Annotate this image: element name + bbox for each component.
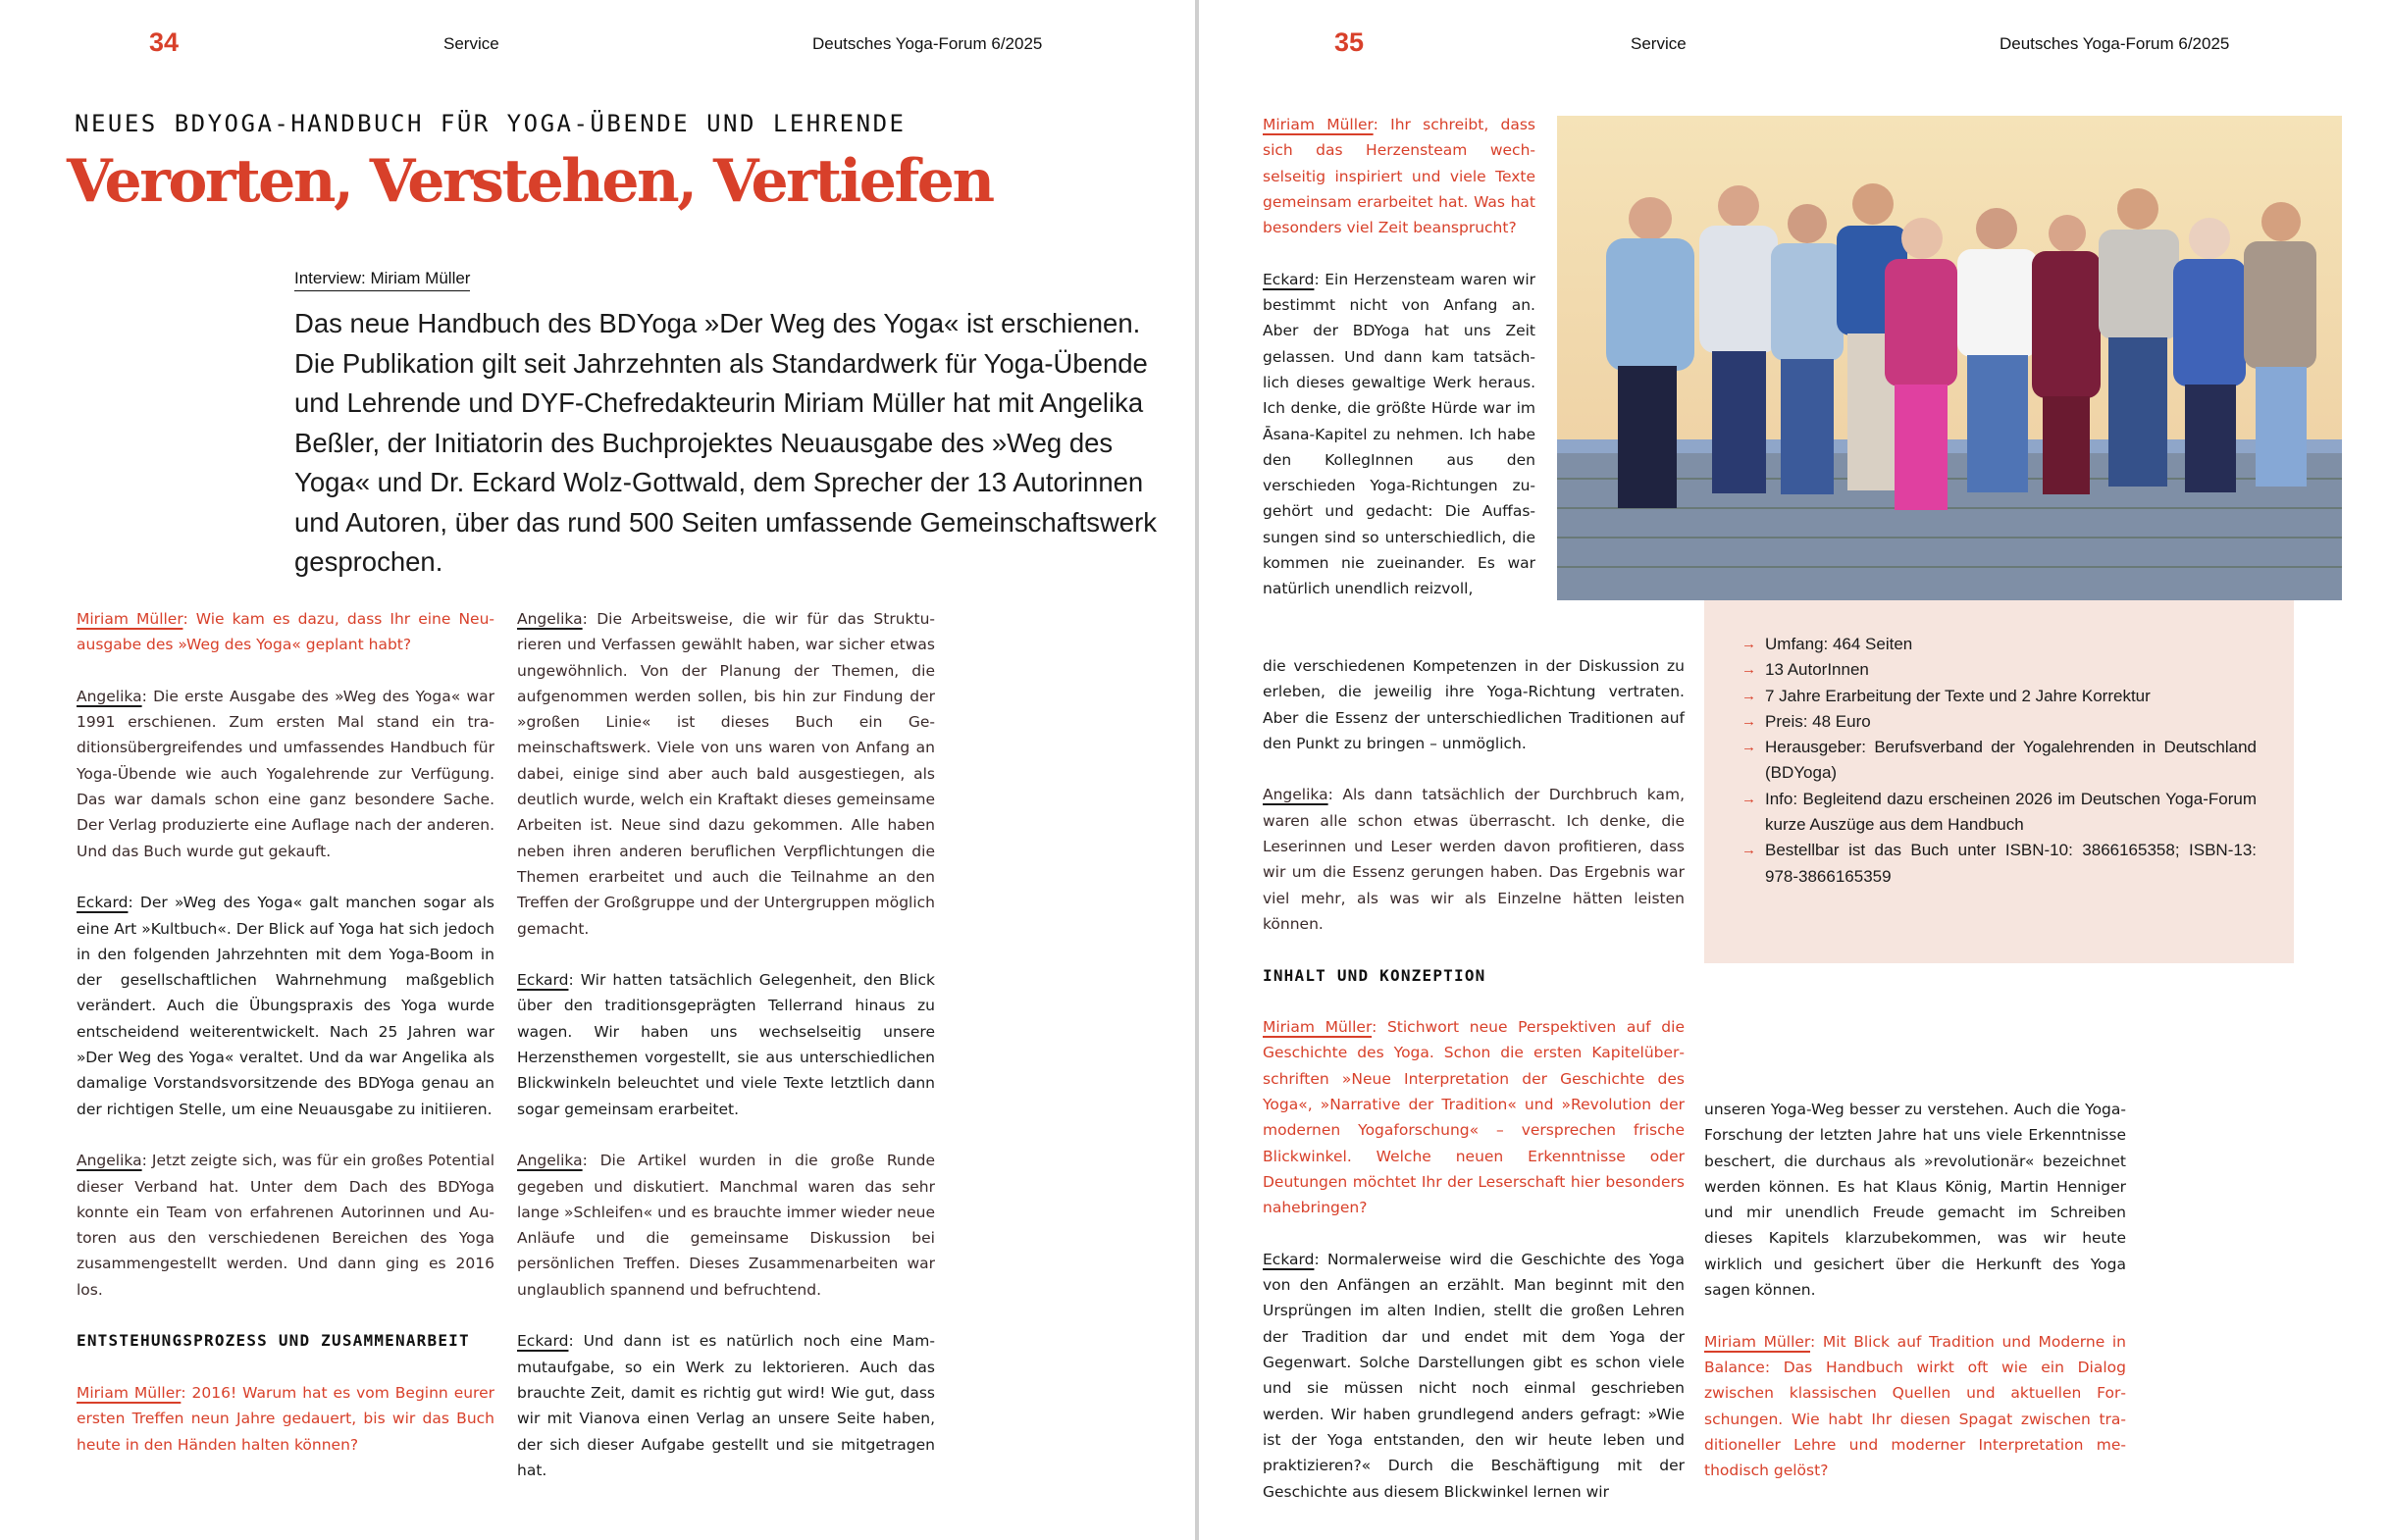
speaker-label: Miriam Müller [1263,116,1374,133]
speaker-label: Eckard [1263,1250,1315,1268]
article-lead: Das neue Handbuch des BDYoga »Der Weg des Yoga« ist erschienen. Die Publikation gilt seit Jahrzehnten als Standardwerk für Yoga-Übende und Lehrende und DYF-Chefredakteurin Miriam Müller hat mit Angelika Beßler, der Initiatorin des Buchprojektes Neuausgabe des »Weg des Yoga« und Dr. Eckard Wolz-Gottwald, dem Sprecher der 13 Autorinnen und Autoren, über das rund 500 Seiten umfassende Gemeinschaftswerk gesprochen. [294,308,1158,577]
article-headline: Verorten, Verstehen, Vertiefen [67,147,993,216]
arrow-right-icon: → [1741,739,1756,756]
book-facts-list [1741,632,2257,890]
speaker-label: Angelika [77,1152,142,1170]
text-column-3-top [1263,112,1535,602]
question: Miriam Müller: Ihr schreibt, dass sich das Herzensteam wechselseitig inspiriert und viele Texte gemeinsam erarbeitet hat. Was hat besonders viel Zeit beansprucht? [1263,116,1535,237]
book-fact-item: → Herausgeber: Berufsverband der Yogalehrenden in Deutschland (BDYoga) [1741,735,2257,787]
text-column-2 [517,606,935,1509]
book-fact-item: → Umfang: 464 Seiten [1741,632,2257,657]
book-fact-item: → 13 AutorInnen [1741,657,2257,683]
book-fact-item: → Bestellbar ist das Buch unter ISBN-10: 3866165358; ISBN-13: 978-3866165359 [1741,838,2257,890]
arrow-right-icon: → [1741,842,1756,859]
speaker-label: Eckard [1263,270,1315,288]
group-photo-image [1557,116,2342,600]
answer: Angelika: Die Arbeitsweise, die wir für das Strukturieren und Verfassen gewählt haben, war sicher etwas ungewöhnlich. Von der Planung der Themen, die aufgenommen werden sollen, bis hin zur Findung der »großen Linie« ist dieses Buch ein Gemeinschaftswerk. Viele von uns waren von Anfang an dabei, einige sind aber auch bald ausgestiegen, als deutlich wurde, welch ein Kraftakt dieses gemeinsame Arbeiten ist. Neue sind dazu gekommen. Alle haben neben ihren anderen beruflichen Verpflichtungen die Themen erarbeitet und auch die Teilnahme an den Treffen der Großgruppe und der Untergruppen möglich gemacht. [517,610,935,938]
question: Miriam Müller: 2016! Warum hat es vom Beginn eurer ersten Treffen neun Jahre gedauert, bis wir das Buch heute in den Händen halten können? [77,1383,494,1454]
text-column-4 [1704,1097,2126,1510]
speaker-label: Miriam Müller [77,1383,182,1402]
speaker-label: Angelika [1263,786,1328,804]
speaker-label: Eckard [517,971,569,990]
page-number: 34 [149,27,180,57]
section-subhead: INHALT UND KONZEPTION [1263,965,1486,985]
article-kicker: NEUES BDYOGA-HANDBUCH FÜR YOGA-ÜBENDE UND LEHRENDE [75,110,907,137]
answer: Eckard: Wir hatten tatsächlich Gelegenheit, den Blick über den traditionsgeprägten Tellerrand hinaus zu wagen. Wir haben uns wechselseitig unsere Herzensthemen vorgestellt, sie aus unterschiedlichen Blickwinkeln beleuchtet und viele Texte letztlich dann sogar gemeinsam erarbeitet. [517,971,935,1118]
book-fact-item: → 7 Jahre Erarbeitung der Texte und 2 Jahre Korrektur [1741,684,2257,709]
book-fact-item: → Info: Begleitend dazu erscheinen 2026 im Deutschen Yoga-Forum kurze Auszüge aus dem Handbuch [1741,787,2257,839]
speaker-label: Miriam Müller [77,610,183,628]
arrow-right-icon: → [1741,712,1756,730]
answer: Eckard: Der »Weg des Yoga« galt manchen sogar als eine Art »Kultbuch«. Der Blick auf Yoga hat sich jedoch in den folgenden Jahrzehnten mit dem Yoga-Boom in der gesellschaftlichen Wahrnehmung maßgeblich verändert. Auch die Übungspraxis des Yoga wurde entscheidend weiterentwickelt. Nach 25 Jahren war »Der Weg des Yoga« veraltet. Und da war Angelika als damalige Vorstandsvorsitzende des BDYoga genau an der richtigen Stelle, um eine Neuausgabe zu initiieren. [77,894,494,1118]
answer-continued: die verschiedenen Kompetenzen in der Diskussion zu erleben, die jeweilig ihre Yoga-Richtung vertraten. Aber die Essenz der unterschiedlichen Traditionen auf den Punkt zu bringen – unmöglich. [1263,657,1685,752]
question: Miriam Müller: Wie kam es dazu, dass Ihr eine Neuausgabe des »Weg des Yoga« geplant habt? [77,610,494,654]
answer: Eckard: Und dann ist es natürlich noch eine Mammutaufgabe, so ein Werk zu lektorieren. Auch das brauchte Zeit, damit es richtig gut wird! Wie gut, dass wir mit Vianova einen Verlag an unsere Seite haben, der sich dieser Aufgabe gestellt und sie mitgetragen hat. [517,1332,935,1479]
speaker-label: Angelika [77,687,142,705]
speaker-label: Miriam Müller [1263,1018,1373,1037]
arrow-right-icon: → [1741,790,1756,807]
answer: Eckard: Normalerweise wird die Geschichte des Yoga von den Anfängen an erzählt. Man beginnt mit den Ursprüngen im alten Indien, stellt die großen Lehren der Tradition dar und endet mit dem Yoga der Gegenwart. Solche Darstellungen gibt es schon viele und sie müssen nicht noch einmal geschrieben werden. Wir haben grundlegend anders gefragt: »Wie ist der Yoga entstanden, den wir heute leben und praktizieren?« Durch die Beschäftigung mit der Geschichte aus diesem Blickwinkel lernen wir [1263,1250,1685,1501]
section-subhead: ENTSTEHUNGSPROZESS UND ZUSAMMENARBEIT [77,1331,470,1351]
question: Miriam Müller: Mit Blick auf Tradition und Moderne in Balance: Das Handbuch wirkt oft wie ein Dialog zwischen klassischen Quellen und aktuellen Forschungen. Wie habt Ihr diesen Spagat zwischen traditioneller Lehre und moderner Interpretation methodisch gelöst? [1704,1332,2126,1480]
text-column-3 [1263,653,1685,1530]
answer: Angelika: Die erste Ausgabe des »Weg des Yoga« war 1991 erschienen. Zum ersten Mal stand ein traditionsübergreifendes und umfassendes Handbuch für Yoga-Übende wie auch Yogalehrende zur Verfügung. Das war damals schon eine ganz besondere Sache. Der Verlag produzierte eine Auflage nach der anderen. Und das Buch wurde gut gekauft. [77,687,494,860]
running-head [1199,27,2390,67]
speaker-label: Angelika [517,1152,583,1170]
magazine-name: Deutsches Yoga-Forum 6/2025 [812,34,1043,53]
group-photo [1557,116,2342,600]
book-facts-box [1704,600,2294,963]
section-name: Service [443,34,499,53]
magazine-name: Deutsches Yoga-Forum 6/2025 [2000,34,2230,53]
text-column-1 [77,606,494,1483]
running-head [0,27,1195,67]
answer-continued: unseren Yoga-Weg besser zu verstehen. Auch die Yoga-Forschung der letzten Jahre hat uns viele Erkenntnisse beschert, die durchaus als »revolutionär« bezeichnet werden können. Es hat Klaus König, Martin Henniger und mir unendlich Freude gemacht im Schreiben dieses Kapitels klarzubekommen, was wir heute wirklich und gesichert über die Herkunft des Yoga sagen können. [1704,1101,2126,1300]
speaker-label: Eckard [517,1332,569,1351]
answer: Angelika: Die Artikel wurden in die große Runde gegeben und diskutiert. Manchmal waren das sehr lange »Schleifen« und es brauchte immer wieder neue Anläufe und die gemeinsame Diskussion bei persönlichen Treffen. Dieses Zusammenarbeiten war unglaublich spannend und befruchtend. [517,1152,935,1299]
answer: Angelika: Als dann tatsächlich der Durchbruch kam, waren alle schon etwas überrascht. Ich denke, die Leserinnen und Leser werden davon profitieren, dass wir um die Essenz gerungen haben. Das Ergebnis war viel mehr, als was wir als Einzelne hätten leisten können. [1263,786,1685,933]
byline: Interview: Miriam Müller [294,269,470,291]
answer: Angelika: Jetzt zeigte sich, was für ein großes Potential dieser Verband hat. Unter dem Dach des BDYoga konnte ein Team von erfahrenen Autorinnen und Autoren aus den verschiedenen Bereichen des Yoga zusammengestellt werden. Und dann ging es 2016 los. [77,1152,494,1299]
arrow-right-icon: → [1741,687,1756,704]
section-name: Service [1631,34,1687,53]
arrow-right-icon: → [1741,636,1756,652]
page-number: 35 [1334,27,1365,57]
speaker-label: Angelika [517,610,583,628]
question: Miriam Müller: Stichwort neue Perspektiven auf die Geschichte des Yoga. Schon die ersten Kapitelüberschriften »Neue Interpretation der Geschichte des Yoga«, »Narrative der Tradition« und »Revolution der modernen Yogaforschung« – versprechen frische Blickwinkel. Welche neuen Erkenntnisse oder Deutungen möchtet Ihr der Leserschaft hier besonders nahebringen? [1263,1018,1685,1217]
book-fact-item: → Preis: 48 Euro [1741,709,2257,735]
answer: Eckard: Ein Herzensteam waren wir bestimmt nicht von Anfang an. Aber der BDYoga hat uns Zeit gelassen. Und dann kam tatsächlich dieses gewaltige Werk heraus. Ich denke, die größte Hürde war im Āsana-Kapitel zu nehmen. Ich habe den KollegInnen aus den verschieden Yoga-Richtungen zugehört und gedacht: Die Auffassungen sind so unterschiedlich, die kommen nie zueinander. Es war natürlich unendlich reizvoll, [1263,270,1535,598]
speaker-label: Miriam Müller [1704,1332,1811,1351]
arrow-right-icon: → [1741,661,1756,679]
speaker-label: Eckard [77,894,129,912]
